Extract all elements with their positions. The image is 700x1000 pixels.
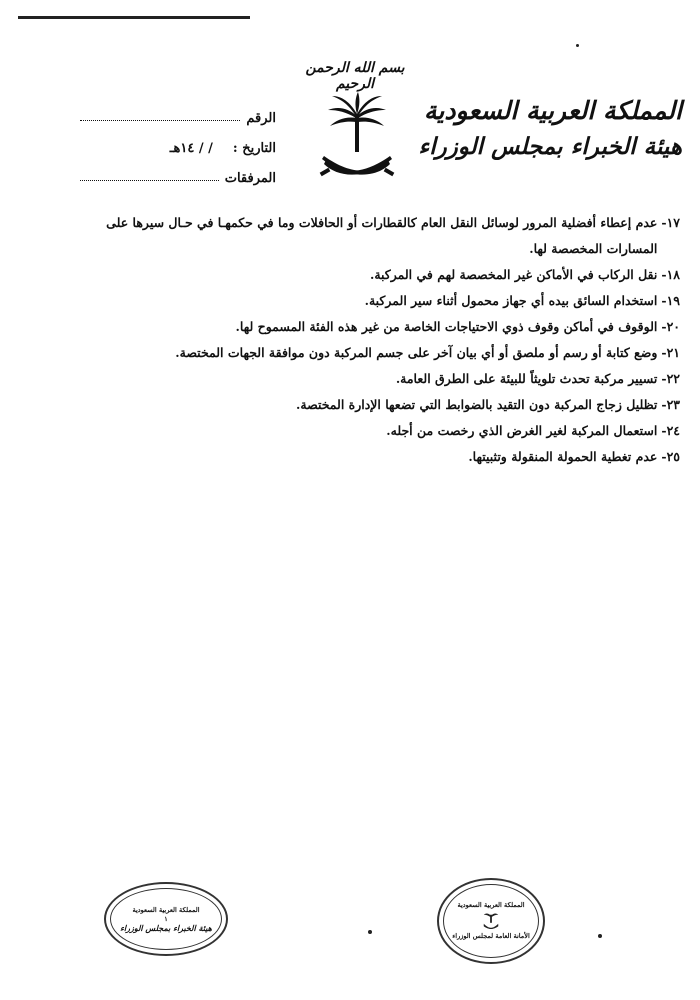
list-item: ٢٠- الوقوف في أماكن وقوف ذوي الاحتياجات الخاصة من غير هذه الفئة المسموح لها. (235, 319, 680, 334)
date-placeholder: / / ١٤هـ (169, 141, 213, 156)
letterhead-titles (418, 96, 682, 162)
ink-dot (368, 930, 372, 934)
list-item: ٢٤- استعمال المركبة لغير الغرض الذي رخصت من أجله. (386, 423, 680, 438)
kingdom-title: المملكة العربية السعودية (423, 96, 682, 125)
violations-list (76, 210, 680, 470)
left-seal-stamp: المملكة العربية السعودية ١ هيئة الخبراء بمجلس الوزراء (104, 882, 228, 956)
list-item: ٢٣- تظليل زجاج المركبة دون التقيد بالضوابط التي تضعها الإدارة المختصة. (296, 397, 680, 412)
number-field (80, 96, 276, 126)
basmala: بسم الله الرحمن الرحيم (305, 60, 405, 92)
list-item: ٢١- وضع كتابة أو رسم أو ملصق أو أي بيان آخر على جسم المركبة دون موافقة الجهات المختصة. (175, 345, 680, 360)
list-item: ٢٥- عدم تغطية الحمولة المنقولة وتثبيتها. (468, 449, 680, 464)
list-item: ٢٢- تسيير مركبة تحدث تلويثاً للبيئة على الطرق العامة. (395, 371, 680, 386)
number-label: الرقم (246, 111, 276, 126)
list-item: ١٩- استخدام السائق بيده أي جهاز محمول أثناء سير المركبة. (364, 293, 680, 308)
ink-dot (576, 44, 579, 47)
attachments-label: المرفقات (224, 171, 276, 186)
attachments-line (80, 179, 219, 181)
attachments-field (80, 156, 276, 186)
list-item: ١٧- عدم إعطاء أفضلية المرور لوسائل النقل العام كالقطارات أو الحافلات وما في حكمهـا في حـال سيرها على المسارات المخصصة لها. (106, 215, 680, 256)
top-rule (18, 16, 250, 19)
council-title: هيئة الخبراء بمجلس الوزراء (418, 133, 682, 160)
ink-dot (598, 934, 602, 938)
list-item: ١٨- نقل الركاب في الأماكن غير المخصصة لهم في المركبة. (369, 267, 680, 282)
number-line (80, 119, 240, 121)
saudi-emblem-icon (318, 92, 396, 192)
reference-fields (80, 96, 276, 186)
center-seal-stamp: المملكة العربية السعودية الأمانة العامة لمجلس الوزراء (437, 878, 545, 964)
date-field (80, 126, 276, 156)
date-label: التاريخ : (232, 141, 276, 156)
